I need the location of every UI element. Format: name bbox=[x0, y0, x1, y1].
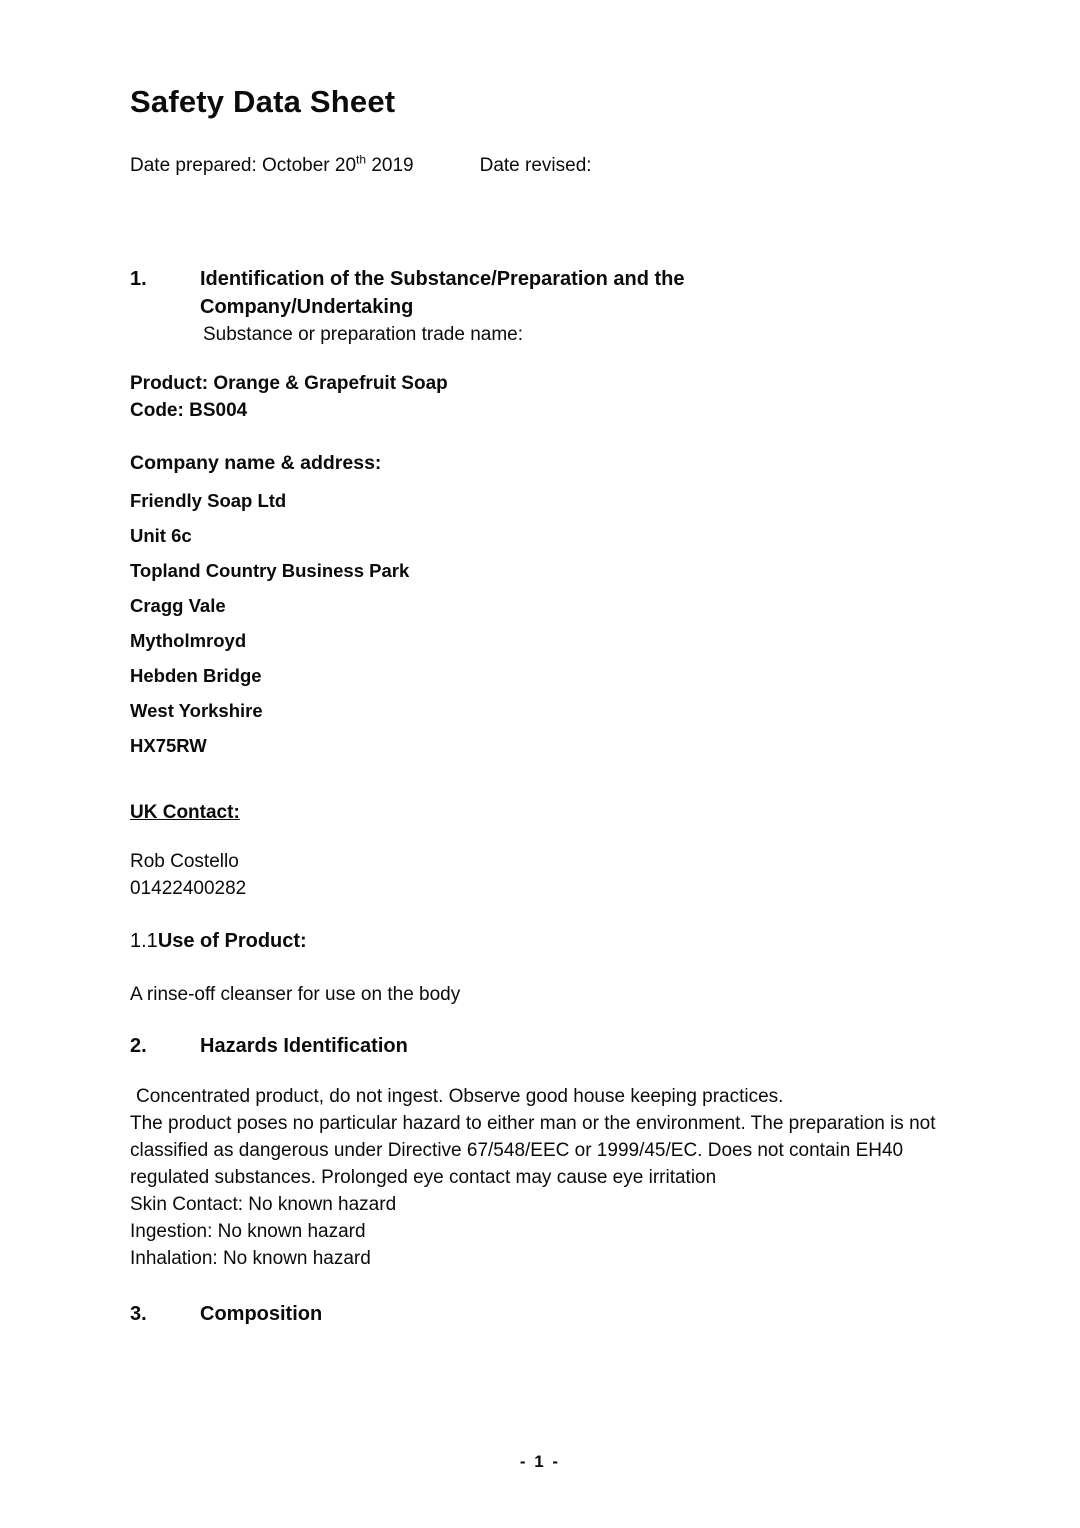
section1-subheading: Substance or preparation trade name: bbox=[203, 324, 524, 345]
contact-block bbox=[130, 848, 952, 902]
section2-number: 2. bbox=[130, 1035, 147, 1057]
address-line: Mytholmroyd bbox=[130, 630, 247, 651]
use-of-product-heading bbox=[130, 927, 952, 955]
address-line: Cragg Vale bbox=[130, 595, 226, 616]
company-heading: Company name & address: bbox=[130, 452, 382, 474]
date-revised: Date revised: bbox=[479, 155, 592, 176]
section1-title: Identification of the Substance/Preparation and the Company/Undertaking bbox=[200, 268, 685, 318]
hazards-paragraph-2: The product poses no particular hazard to either man or the environment. The preparation is not classified as dangerous under Directive 67/548/EEC or 1999/45/EC. Does not contain EH40 regulated substances. Prolonged eye contact may cause eye irritation bbox=[130, 1113, 936, 1188]
address-line: HX75RW bbox=[130, 735, 207, 756]
product-name: Product: Orange & Grapefruit Soap bbox=[130, 373, 448, 394]
address-line: Unit 6c bbox=[130, 525, 192, 546]
use-number: 1.1 bbox=[130, 930, 158, 952]
date-superscript: th bbox=[356, 152, 367, 167]
section3-number: 3. bbox=[130, 1303, 147, 1325]
company-address bbox=[130, 490, 952, 757]
hazards-inhalation: Inhalation: No known hazard bbox=[130, 1248, 371, 1269]
section1-heading bbox=[130, 265, 952, 321]
use-of-product-text: A rinse-off cleanser for use on the body bbox=[130, 984, 461, 1005]
contact-phone: 01422400282 bbox=[130, 878, 247, 899]
address-line: Friendly Soap Ltd bbox=[130, 490, 287, 511]
hazards-skin-contact: Skin Contact: No known hazard bbox=[130, 1194, 397, 1215]
section3-title: Composition bbox=[200, 1303, 323, 1325]
date-row bbox=[130, 152, 952, 179]
section1-number: 1. bbox=[130, 268, 147, 290]
hazards-ingestion: Ingestion: No known hazard bbox=[130, 1221, 366, 1242]
hazards-paragraph-1: Concentrated product, do not ingest. Observe good house keeping practices. bbox=[136, 1086, 784, 1107]
product-code: Code: BS004 bbox=[130, 400, 248, 421]
address-line: West Yorkshire bbox=[130, 700, 263, 721]
use-title: Use of Product: bbox=[157, 930, 307, 952]
document-title: Safety Data Sheet bbox=[130, 84, 396, 119]
product-block bbox=[130, 370, 952, 424]
uk-contact-heading: UK Contact: bbox=[130, 802, 240, 823]
section2-heading bbox=[130, 1032, 952, 1060]
address-line: Topland Country Business Park bbox=[130, 560, 410, 581]
date-prepared: Date prepared: October 20th 2019 bbox=[130, 152, 414, 176]
hazards-text bbox=[130, 1083, 962, 1272]
page-number: - 1 - bbox=[519, 1452, 561, 1471]
section3-heading bbox=[130, 1300, 952, 1328]
address-line: Hebden Bridge bbox=[130, 665, 262, 686]
contact-name: Rob Costello bbox=[130, 851, 239, 872]
section2-title: Hazards Identification bbox=[200, 1035, 408, 1057]
